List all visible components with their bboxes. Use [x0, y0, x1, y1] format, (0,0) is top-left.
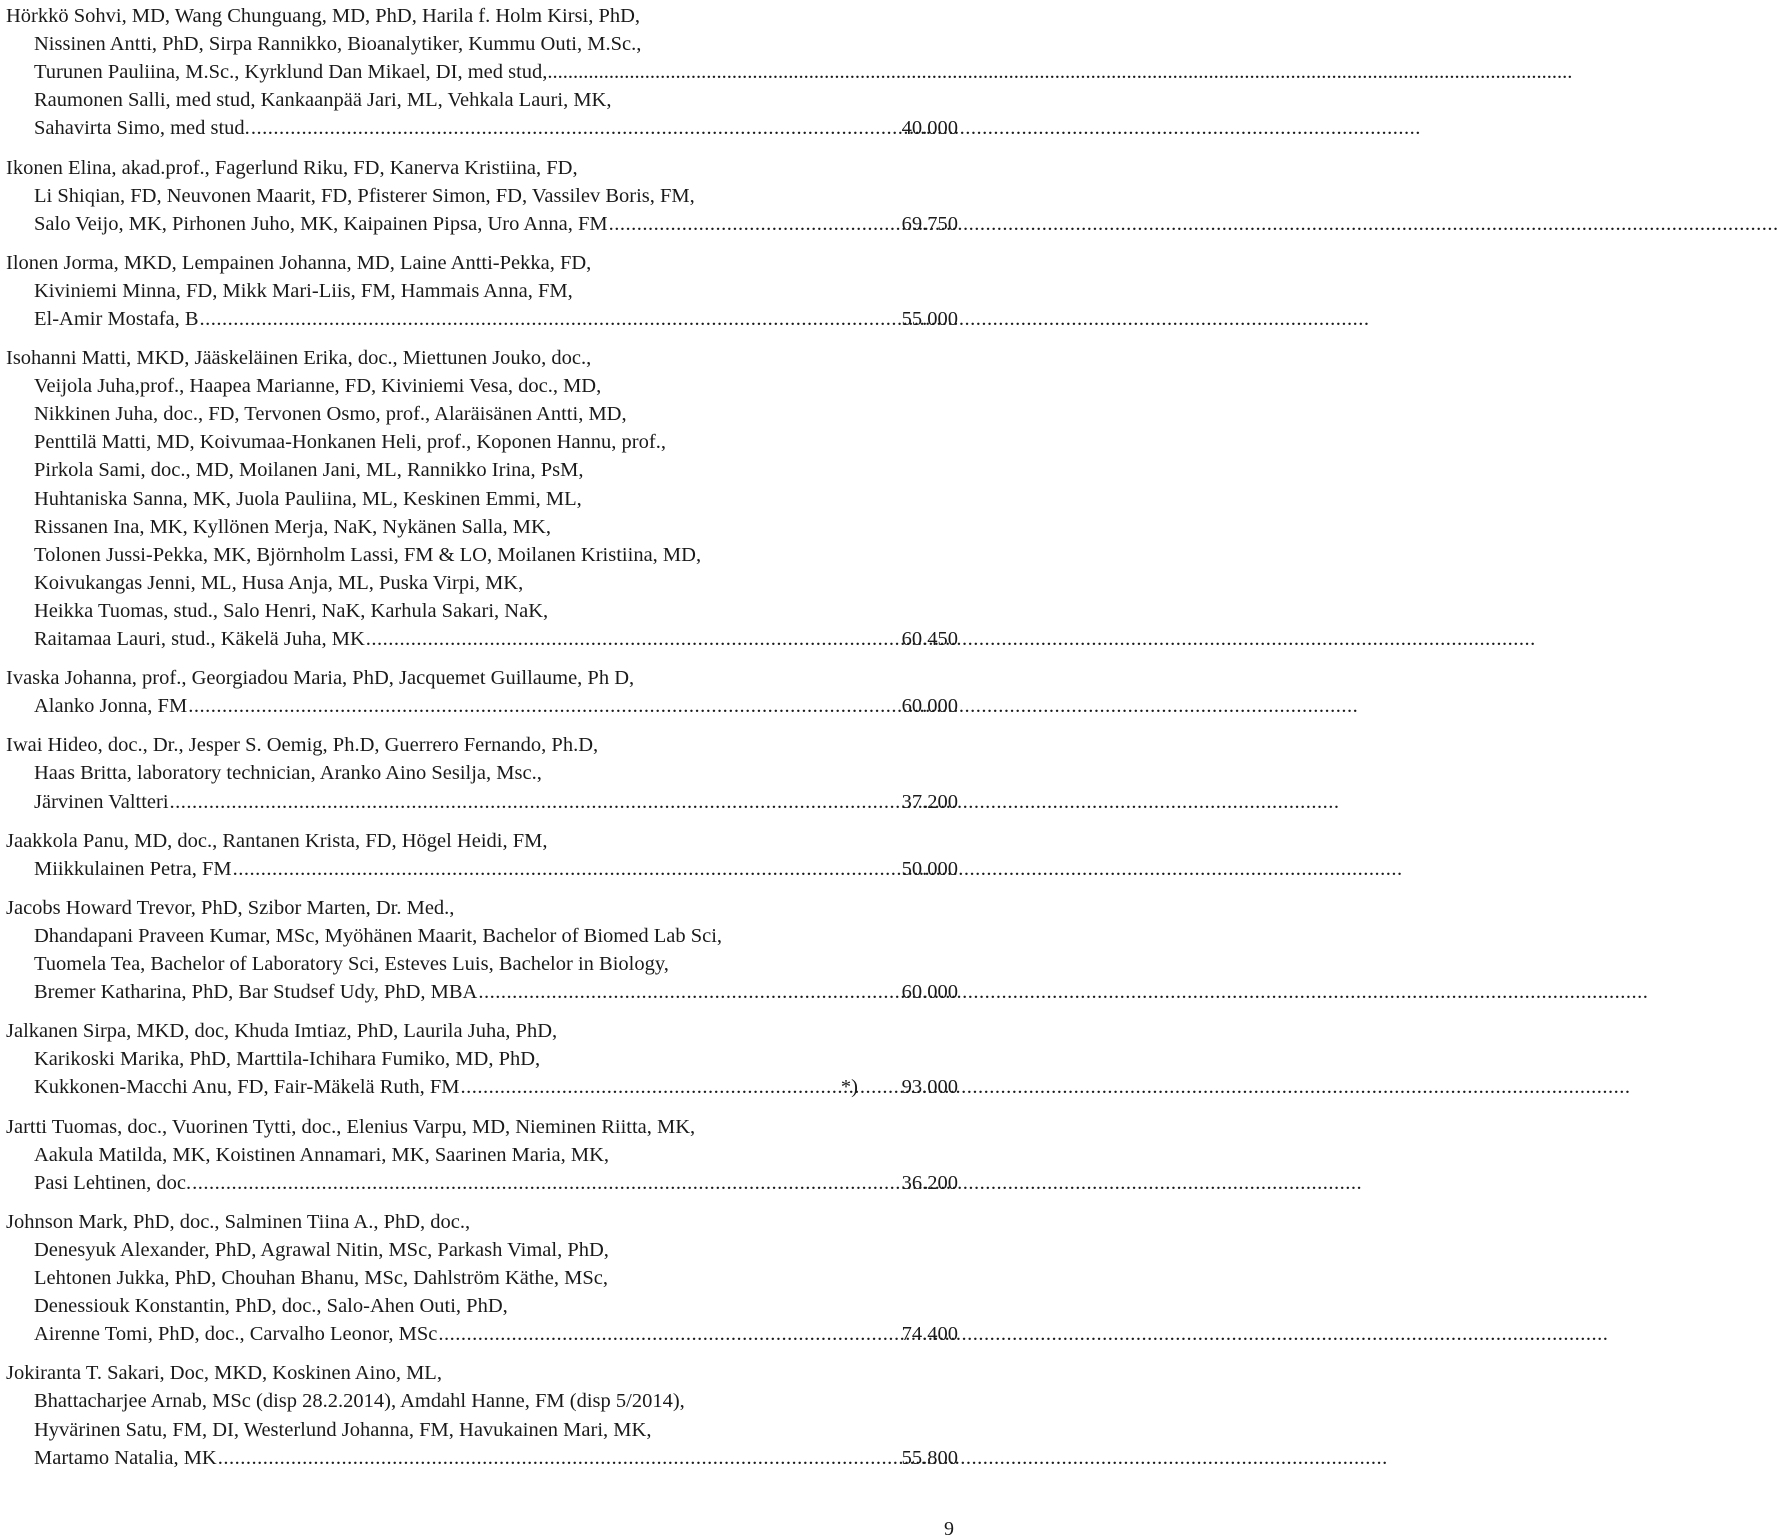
dot-leader — [438, 1320, 858, 1348]
entry-line — [34, 1045, 540, 1073]
entry-line — [6, 894, 454, 922]
entry-final-line — [34, 1073, 958, 1101]
recipient-names: El-Amir Mostafa, B — [34, 307, 199, 330]
recipient-names: Pasi Lehtinen, doc. — [34, 1171, 192, 1194]
dot-leader — [170, 788, 858, 816]
dot-leader — [366, 625, 858, 653]
grant-amount: 50.000 — [901, 857, 958, 880]
entry-line — [6, 827, 547, 855]
recipient-names: Hörkkö Sohvi, MD, Wang Chunguang, MD, PhD, Harila f. Holm Kirsi, PhD, — [6, 5, 641, 27]
recipient-names: Bremer Katharina, PhD, Bar Studsef Udy, PhD, MBA — [34, 981, 478, 1004]
recipient-names: Nissinen Antti, PhD, Sirpa Rannikko, Bioanalytiker, Kummu Outi, M.Sc., — [34, 33, 642, 56]
grant-amount: 69.750 — [901, 212, 958, 235]
recipient-names: Raumonen Salli, med stud, Kankaanpää Jari, ML, Vehkala Lauri, MK, — [34, 89, 612, 112]
grant-amount: 55.800 — [901, 1446, 958, 1469]
recipient-names: Sahavirta Simo, med stud. — [34, 117, 250, 140]
entry-line — [34, 922, 722, 950]
entry-final-line — [34, 788, 958, 816]
grant-amount: 37.200 — [901, 790, 958, 813]
grant-amount: 60.450 — [901, 628, 958, 651]
recipient-names: Haas Britta, laboratory technician, Aranko Aino Sesilja, Msc., — [34, 762, 542, 785]
recipient-names: Jartti Tuomas, doc., Vuorinen Tytti, doc., Elenius Varpu, MD, Nieminen Riitta, MK, — [6, 1115, 696, 1138]
entry-final-line — [34, 855, 958, 883]
entry-line — [34, 759, 542, 787]
recipient-names: Jokiranta T. Sakari, Doc, MKD, Koskinen Aino, ML, — [6, 1362, 442, 1385]
recipient-names: Aakula Matilda, MK, Koistinen Annamari, MK, Saarinen Maria, MK, — [34, 1143, 610, 1166]
recipient-names: Jacobs Howard Trevor, PhD, Szibor Marten, Dr. Med., — [6, 896, 455, 919]
dot-leader — [192, 1169, 858, 1197]
entry-line — [6, 154, 578, 182]
entry-line — [6, 731, 598, 759]
entry-line — [6, 664, 634, 692]
recipient-names: Jaakkola Panu, MD, doc., Rantanen Krista, FD, Högel Heidi, FM, — [6, 829, 548, 852]
recipient-names: Martamo Natalia, MK — [34, 1446, 217, 1469]
dot-leader — [609, 210, 858, 238]
entry-line — [34, 1387, 685, 1415]
recipient-names: Lehtonen Jukka, PhD, Chouhan Bhanu, MSc, Dahlström Käthe, MSc, — [34, 1267, 608, 1290]
entry-line — [34, 456, 583, 484]
entry-line — [34, 428, 666, 456]
recipient-names: Järvinen Valtteri — [34, 790, 169, 813]
entry-line — [34, 1416, 651, 1444]
recipient-names: Rissanen Ina, MK, Kyllönen Merja, NaK, Nykänen Salla, MK, — [34, 515, 551, 538]
recipient-names: Ikonen Elina, akad.prof., Fagerlund Riku, FD, Kanerva Kristiina, FD, — [6, 156, 578, 179]
recipient-names: Denessiouk Konstantin, PhD, doc., Salo-Ahen Outi, PhD, — [34, 1295, 508, 1318]
entry-line — [34, 372, 601, 400]
grant-amount: 55.000 — [901, 307, 958, 330]
entry-line — [34, 597, 548, 625]
grant-amount: 40.000 — [901, 117, 958, 140]
entry-line — [34, 86, 611, 114]
grant-amount: 93.000 — [901, 1076, 958, 1099]
entry-line — [34, 513, 551, 541]
entry-line — [6, 249, 591, 277]
dot-leader — [233, 855, 858, 883]
recipient-names: Turunen Pauliina, M.Sc., Kyrklund Dan Mikael, DI, med stud, — [34, 61, 548, 84]
footnote-marker: *) — [840, 1076, 858, 1099]
entry-final-line — [34, 692, 958, 720]
entry-final-line — [34, 210, 958, 238]
entry-line — [6, 1208, 470, 1236]
recipient-names: Denesyuk Alexander, PhD, Agrawal Nitin, MSc, Parkash Vimal, PhD, — [34, 1238, 609, 1261]
recipient-names: Li Shiqian, FD, Neuvonen Maarit, FD, Pfisterer Simon, FD, Vassilev Boris, FM, — [34, 184, 695, 207]
recipient-names: Alanko Jonna, FM — [34, 695, 188, 718]
entry-final-line — [34, 1320, 958, 1348]
recipient-names: Ilonen Jorma, MKD, Lempainen Johanna, MD, Laine Antti-Pekka, FD, — [6, 251, 592, 274]
entry-final-line — [34, 114, 958, 142]
recipient-names: Pirkola Sami, doc., MD, Moilanen Jani, ML, Rannikko Irina, PsM, — [34, 459, 584, 482]
dot-leader — [251, 114, 858, 142]
page-number: 9 — [944, 1518, 954, 1540]
recipient-names: Salo Veijo, MK, Pirhonen Juho, MK, Kaipainen Pipsa, Uro Anna, FM — [34, 212, 608, 235]
dot-leader — [200, 305, 858, 333]
recipient-names: Tolonen Jussi-Pekka, MK, Björnholm Lassi, FM & LO, Moilanen Kristiina, MD, — [34, 543, 702, 566]
recipient-names: Isohanni Matti, MKD, Jääskeläinen Erika, doc., Miettunen Jouko, doc., — [6, 347, 592, 370]
recipient-names: Miikkulainen Petra, FM — [34, 857, 232, 880]
entry-line — [6, 2, 640, 30]
recipient-names: Dhandapani Praveen Kumar, MSc, Myöhänen Maarit, Bachelor of Biomed Lab Sci, — [34, 924, 723, 947]
recipient-names: Kiviniemi Minna, FD, Mikk Mari-Liis, FM, Hammais Anna, FM, — [34, 279, 573, 302]
grant-amount: 60.000 — [901, 981, 958, 1004]
recipient-names: Bhattacharjee Arnab, MSc (disp 28.2.2014), Amdahl Hanne, FM (disp 5/2014), — [34, 1390, 685, 1413]
entry-line — [6, 344, 591, 372]
dot-leader — [218, 1444, 858, 1472]
entry-line — [6, 1017, 557, 1045]
recipient-names: Raitamaa Lauri, stud., Käkelä Juha, MK — [34, 628, 365, 651]
recipient-names: Tuomela Tea, Bachelor of Laboratory Sci, Esteves Luis, Bachelor in Biology, — [34, 953, 669, 976]
entry-line — [34, 541, 701, 569]
entry-final-line — [34, 625, 958, 653]
dot-leader — [478, 978, 858, 1006]
entry-line — [34, 182, 695, 210]
dot-leader — [188, 692, 858, 720]
entry-line — [6, 1359, 442, 1387]
grant-amount: 36.200 — [901, 1171, 958, 1194]
recipient-names: Nikkinen Juha, doc., FD, Tervonen Osmo, prof., Alaräisänen Antti, MD, — [34, 403, 627, 426]
grant-amount: 74.400 — [901, 1323, 958, 1346]
entry-line — [34, 1141, 609, 1169]
entry-final-line — [34, 305, 958, 333]
entry-line — [34, 1292, 508, 1320]
entry-line — [34, 950, 669, 978]
recipient-names: Karikoski Marika, PhD, Marttila-Ichihara Fumiko, MD, PhD, — [34, 1048, 541, 1071]
entry-line — [34, 1264, 608, 1292]
entry-line — [34, 569, 523, 597]
recipient-names: Penttilä Matti, MD, Koivumaa-Honkanen Heli, prof., Koponen Hannu, prof., — [34, 431, 666, 454]
entry-line — [34, 58, 1573, 86]
recipient-names: Kukkonen-Macchi Anu, FD, Fair-Mäkelä Ruth, FM — [34, 1076, 460, 1099]
entry-line — [34, 30, 641, 58]
entry-line — [34, 1236, 609, 1264]
entry-line — [34, 485, 582, 513]
entry-final-line — [34, 1169, 958, 1197]
entry-final-line — [34, 978, 958, 1006]
grant-amount: 60.000 — [901, 695, 958, 718]
recipient-names: Hyvärinen Satu, FM, DI, Westerlund Johanna, FM, Havukainen Mari, MK, — [34, 1418, 652, 1441]
dot-leader — [461, 1073, 841, 1101]
recipient-names: Huhtaniska Sanna, MK, Juola Pauliina, ML, Keskinen Emmi, ML, — [34, 487, 582, 510]
entry-final-line — [34, 1444, 958, 1472]
recipient-names: Ivaska Johanna, prof., Georgiadou Maria, PhD, Jacquemet Guillaume, Ph D, — [6, 667, 635, 690]
recipient-names: Iwai Hideo, doc., Dr., Jesper S. Oemig, Ph.D, Guerrero Fernando, Ph.D, — [6, 734, 599, 757]
recipient-names: Veijola Juha,prof., Haapea Marianne, FD, Kiviniemi Vesa, doc., MD, — [34, 375, 602, 398]
dot-leader: ........................................................................................................................................................................................................ — [547, 61, 1573, 84]
recipient-names: Johnson Mark, PhD, doc., Salminen Tiina A., PhD, doc., — [6, 1210, 471, 1233]
recipient-names: Heikka Tuomas, stud., Salo Henri, NaK, Karhula Sakari, NaK, — [34, 599, 549, 622]
recipient-names: Koivukangas Jenni, ML, Husa Anja, ML, Puska Virpi, MK, — [34, 571, 524, 594]
entry-line — [6, 1113, 695, 1141]
recipient-names: Airenne Tomi, PhD, doc., Carvalho Leonor, MSc — [34, 1323, 438, 1346]
recipient-names: Jalkanen Sirpa, MKD, doc, Khuda Imtiaz, PhD, Laurila Juha, PhD, — [6, 1020, 558, 1043]
entry-line — [34, 277, 573, 305]
entry-line — [34, 400, 627, 428]
